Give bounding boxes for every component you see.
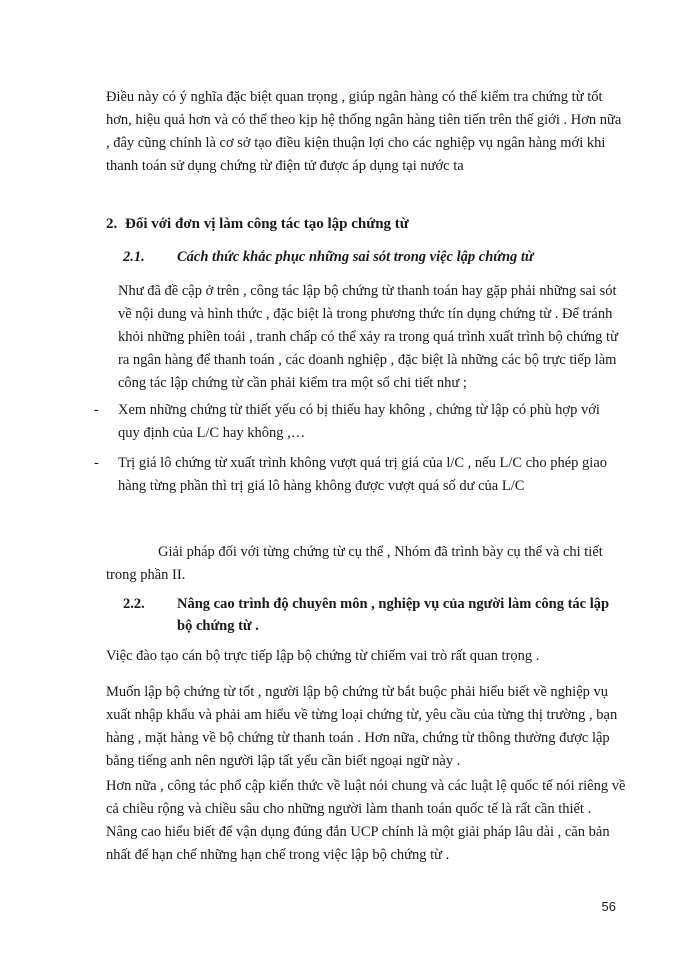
solution-paragraph: Giải pháp đối với từng chứng từ cụ thể , Nhóm đã trình bày cụ thể và chi tiết trong phần II.	[106, 544, 603, 583]
subsection-2-1-heading	[123, 246, 534, 268]
bullet-marker: -	[94, 402, 99, 418]
page-number: 56	[601, 899, 616, 914]
section-2-number: 2.	[106, 216, 118, 232]
subsection-2-1-title: Cách thức khắc phục những sai sót trong việc lập chứng từ	[177, 249, 534, 265]
subsection-2-2-paragraph-2: Muốn lập bộ chứng từ tốt , người lập bộ chứng từ bắt buộc phải hiểu biết về nghiệp vụ xuất nhập khẩu và phải am hiểu về từng loại chứng từ, yêu cầu của từng thị trường , bạn hàng , mặt hàng về bộ chứng từ thanh toán . Hơn nữa, chứng từ thông thường được lập bằng tiếng anh nên người lập tất yếu cần biết ngoại ngữ này .	[106, 684, 618, 769]
subsection-2-2-number: 2.2.	[123, 596, 145, 612]
section-2-heading	[106, 213, 409, 235]
subsection-2-2-heading	[123, 593, 623, 637]
section-2-title: Đối với đơn vị làm công tác tạo lập chứng từ	[125, 216, 409, 232]
subsection-2-2-paragraph-1: Việc đào tạo cán bộ trực tiếp lập bộ chứng từ chiếm vai trò rất quan trọng .	[106, 648, 540, 664]
bullet-marker: -	[94, 455, 99, 471]
subsection-2-2-paragraph-3: Hơn nữa , công tác phổ cập kiến thức về luật nói chung và các luật lệ quốc tế nói riêng về cả chiều rộng và chiều sâu cho những người làm thanh toán quốc tế là rất cần thiết . Nâng cao hiểu biết để vận dụng đúng đắn UCP chính là một giải pháp lâu dài , căn bản nhất để hạn chế những hạn chế trong việc lập bộ chứng từ .	[106, 778, 626, 863]
subsection-2-2-title: Nâng cao trình độ chuyên môn , nghiệp vụ của người làm công tác lập bộ chứng từ .	[177, 596, 610, 634]
bullet-text: Trị giá lô chứng từ xuất trình không vượt quá trị giá của l/C , nếu L/C cho phép giao hàng từng phần thì trị giá lô hàng không được vượt quá số dư của L/C	[118, 455, 607, 494]
subsection-2-1-paragraph: Như đã đề cập ở trên , công tác lập bộ chứng từ thanh toán hay gặp phải những sai sót về nội dung và hình thức , đặc biệt là trong phương thức tín dụng chứng từ . Để tránh khỏi những phiền toái , tranh chấp có thể xảy ra trong quá trình xuất trình bộ chứng từ ra ngân hàng để thanh toán , các doanh nghiệp , đặc biệt là những các bộ trực tiếp làm công tác lập chứng từ cần phải kiểm tra một số chi tiết như ;	[118, 283, 618, 391]
bullet-text: Xem những chứng từ thiết yếu có bị thiếu hay không , chứng từ lập có phù hợp với quy định của L/C hay không ,…	[118, 402, 600, 441]
list-item	[94, 399, 618, 445]
list-item	[94, 452, 618, 498]
subsection-2-1-number: 2.1.	[123, 249, 145, 265]
intro-paragraph: Điều này có ý nghĩa đặc biệt quan trọng , giúp ngân hàng có thể kiểm tra chứng từ tốt hơn, hiệu quả hơn và có thể theo kịp hệ thống ngân hàng tiên tiến trên thế giới . Hơn nữa , đây cũng chính là cơ sở tạo điều kiện thuận lợi cho các nghiệp vụ ngân hàng mới khi thanh toán sử dụng chứng từ điện tử được áp dụng tại nước ta	[106, 89, 622, 174]
